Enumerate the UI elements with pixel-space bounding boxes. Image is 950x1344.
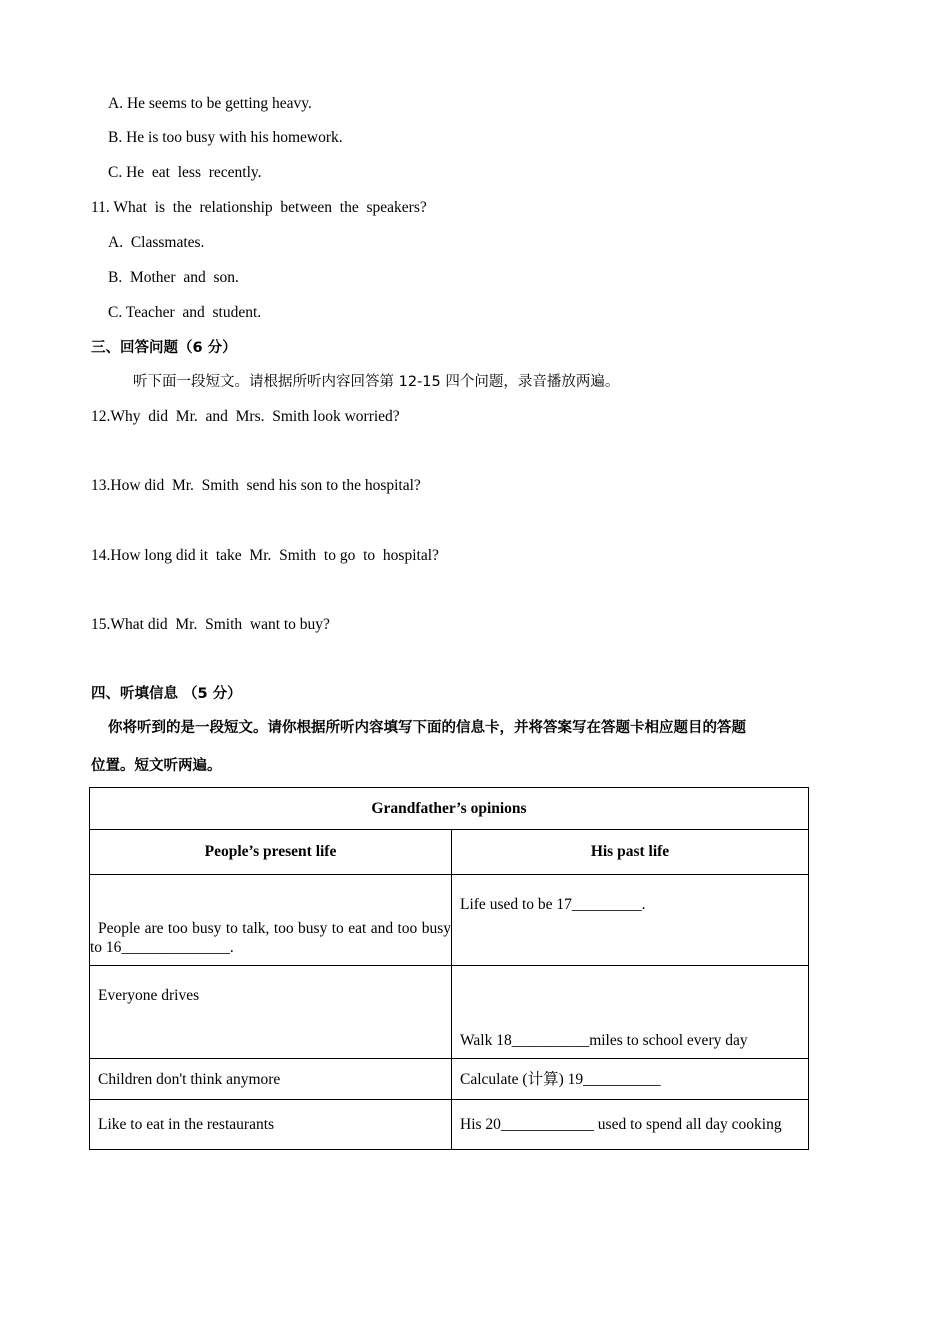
section3-instruction: 听下面一段短文。请根据所听内容回答第 12-15 四个问题，录音播放两遍。 [133,374,620,390]
q14-question: 14.How long did it take Mr. Smith to go to hospital? [91,547,439,564]
section4-instruction-line2: 位置。短文听两遍。 [91,758,222,774]
q11-question: 11. What is the relationship between the speakers? [91,199,427,216]
q10-option-c: C. He eat less recently. [108,164,262,181]
q10-option-a: A. He seems to be getting heavy. [108,95,312,112]
table-row [90,875,809,966]
table-cell-present: People are too busy to talk, too busy to eat and too busy to 16______________. [90,920,451,956]
q11-option-a: A. Classmates. [108,234,205,251]
section4-heading: 四、听填信息 （5 分） [91,686,242,702]
q12-question: 12.Why did Mr. and Mrs. Smith look worried? [91,408,400,425]
table-row [90,966,809,1059]
table-row [90,1100,809,1150]
table-cell-past: His 20____________ used to spend all day cooking [460,1116,782,1133]
q11-option-b: B. Mother and son. [108,269,239,286]
q15-question: 15.What did Mr. Smith want to buy? [91,616,330,633]
info-card-table [89,787,809,1150]
table-header-present-life: People’s present life [90,830,452,875]
table-row [90,1059,809,1100]
table-cell-past: Walk 18__________miles to school every day [460,1032,748,1049]
section3-heading: 三、回答问题（6 分） [91,340,237,356]
q11-option-c: C. Teacher and student. [108,304,262,321]
section4-instruction-line1: 你将听到的是一段短文。请你根据所听内容填写下面的信息卡，并将答案写在答题卡相应题目的答题 [108,720,746,736]
table-cell-present: Children don't think anymore [98,1070,281,1088]
table-cell-past: Life used to be 17_________. [460,896,646,913]
table-header-past-life: His past life [452,830,809,875]
q10-option-b: B. He is too busy with his homework. [108,129,343,146]
table-cell-present: Like to eat in the restaurants [98,1116,275,1133]
q13-question: 13.How did Mr. Smith send his son to the hospital? [91,477,421,494]
table-cell-present: Everyone drives [98,987,200,1004]
table-cell-past: Calculate (计算) 19__________ [460,1070,661,1088]
table-title: Grandfather’s opinions [90,788,809,830]
